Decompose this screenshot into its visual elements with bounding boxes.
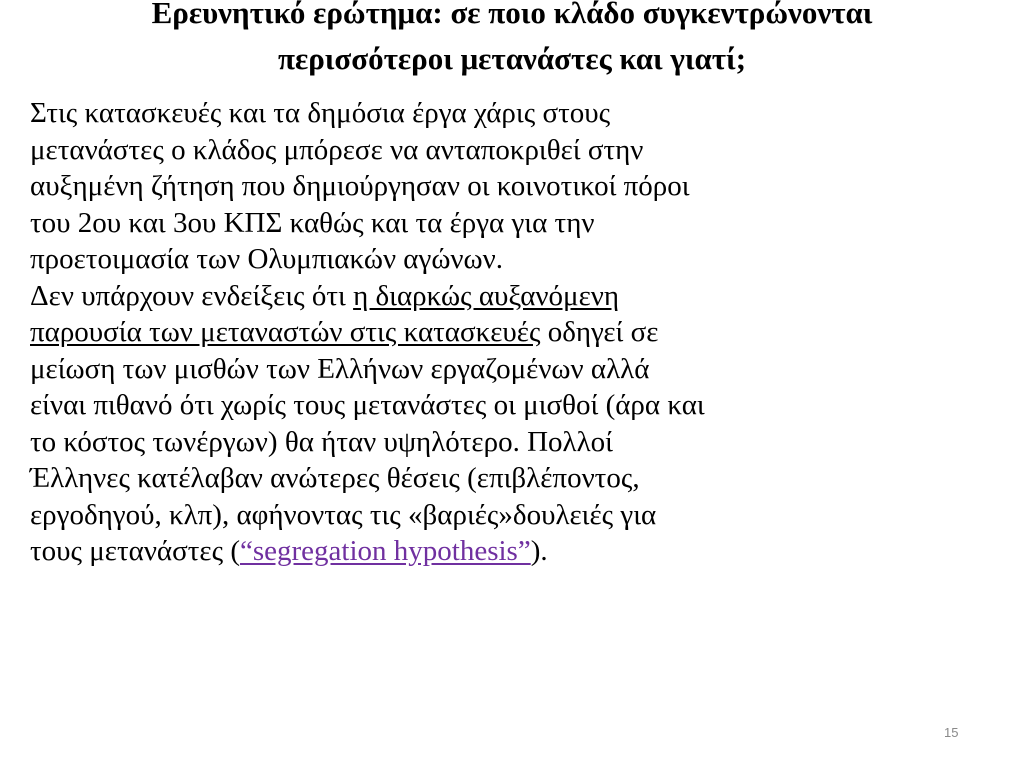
slide-title [60,0,964,82]
paragraph-line: Έλληνες κατέλαβαν ανώτερες θέσεις (επιβλέποντος, [30,462,640,494]
underlined-text: η διαρκώς αυξανόμενη [353,279,620,312]
text-segment: Δεν υπάρχουν ενδείξεις ότι [30,279,354,312]
paragraph-construction [30,95,930,278]
segregation-hypothesis-link[interactable]: “segregation hypothesis” [239,535,531,567]
page-number: 15 [944,725,959,740]
paragraph-line [30,314,930,351]
slide-body [30,95,930,570]
slide-title-line-1: Ερευνητικό ερώτημα: σε ποιο κλάδο συγκεντρώνονται [151,0,873,30]
paragraph-line: Στις κατασκευές και τα δημόσια έργα χάρις στους [30,97,611,129]
paragraph-line: είναι πιθανό ότι χωρίς τους μετανάστες οι μισθοί (άρα και [30,389,705,421]
paragraph-line: το κόστος τωνέργων) θα ήταν υψηλότερο. Πολλοί [30,425,613,458]
paragraph-line: μετανάστες ο κλάδος μπόρεσε να ανταποκριθεί στην [30,133,644,166]
paragraph-wages [30,278,930,570]
paragraph-line [30,533,930,570]
paragraph-line: αυξημένη ζήτηση που δημιούργησαν οι κοινοτικοί πόροι [30,170,690,202]
paragraph-line: μείωση των μισθών των Ελλήνων εργαζομένων αλλά [30,352,650,385]
paragraph-line: εργοδηγού, κλπ), αφήνοντας τις «βαριές»δουλειές για [30,498,657,531]
text-segment: οδηγεί σε [540,316,659,348]
paragraph-line: του 2ου και 3ου ΚΠΣ καθώς και τα έργα για την [30,206,595,239]
paragraph-line: προετοιμασία των Ολυμπιακών αγώνων. [30,243,503,275]
slide-title-line-2: περισσότεροι μετανάστες και γιατί; [277,41,747,76]
text-segment: τους μετανάστες ( [30,535,240,567]
text-segment: ). [530,535,548,567]
underlined-text: παρουσία των μεταναστών στις κατασκευές [30,316,541,348]
paragraph-line [30,278,930,315]
